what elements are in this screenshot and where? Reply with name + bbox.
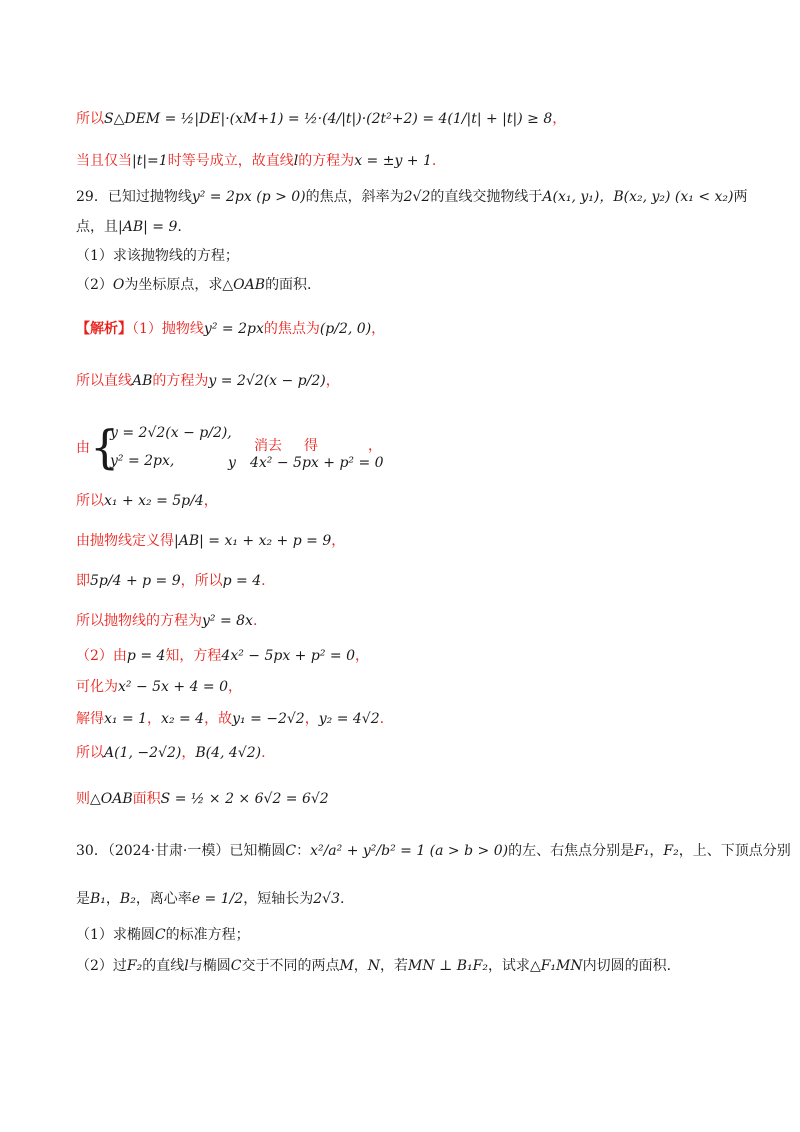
formula: F₂ xyxy=(663,843,679,859)
text: ， xyxy=(228,679,243,695)
formula: y² = 2px xyxy=(203,321,264,337)
solution-line-11 xyxy=(76,742,740,764)
formula: x₁ + x₂ = 5p/4 xyxy=(104,493,204,509)
text: 30．（2024·甘肃·一模）已知椭圆 xyxy=(76,843,286,859)
text: 的焦点为 xyxy=(263,321,320,337)
text: ， xyxy=(368,438,382,454)
formula: y² = 2px (p > 0) xyxy=(191,189,306,205)
text: ， xyxy=(181,745,196,761)
formula: AB xyxy=(132,373,153,389)
text: ， xyxy=(325,373,340,389)
text: ，上、下顶点分别 xyxy=(678,843,791,859)
solution-line-6 xyxy=(76,570,740,592)
formula: O xyxy=(112,277,125,293)
formula: F₂ xyxy=(126,958,143,974)
text: . xyxy=(340,891,345,907)
formula: S = ½ × 2 × 6√2 = 6√2 xyxy=(160,791,329,807)
solution-line-2 xyxy=(76,370,740,392)
formula: A(1, −2√2) xyxy=(104,745,182,761)
formula: B₂ xyxy=(119,891,136,907)
formula: |AB| = x₁ + x₂ + p = 9 xyxy=(174,533,332,549)
text: 的面积. xyxy=(265,277,312,293)
formula: l xyxy=(184,958,189,974)
q30-part-2 xyxy=(76,955,740,977)
text: 消去 xyxy=(254,438,282,454)
formula: N xyxy=(367,958,381,974)
formula: p = 4 xyxy=(222,573,262,589)
text: ，所以 xyxy=(180,573,223,589)
formula: 5p/4 + p = 9 xyxy=(90,573,181,589)
text: （2）由 xyxy=(76,648,127,664)
formula: y² = 8x xyxy=(202,613,253,629)
text: 知，方程 xyxy=(165,648,222,664)
formula: x²/a² + y²/b² = 1 (a > b > 0) xyxy=(310,843,509,859)
text: ， xyxy=(353,958,368,974)
formula: C xyxy=(230,958,242,974)
text: 得 xyxy=(304,438,318,454)
text: 是 xyxy=(76,891,90,907)
text: 时等号成立，故直线 xyxy=(167,153,294,169)
text: ， xyxy=(649,843,664,859)
text: 两 xyxy=(733,189,748,205)
formula: l xyxy=(293,153,299,169)
solution-line-7 xyxy=(76,610,740,632)
text: 可化为 xyxy=(76,679,118,695)
text: . xyxy=(379,711,385,727)
formula: y₂ = 4√2 xyxy=(318,711,380,727)
formula: B(4, 4√2) xyxy=(195,745,262,761)
solution-line-8 xyxy=(76,645,740,667)
solution-tag: 【解析】 xyxy=(76,321,132,337)
text: 则 xyxy=(76,791,90,807)
formula: y xyxy=(228,455,236,471)
text: ，故 xyxy=(204,711,233,727)
solution-line-1 xyxy=(76,318,740,340)
formula: 4x² − 5px + p² = 0 xyxy=(250,455,384,471)
text: 交于不同的两点 xyxy=(241,958,340,974)
solution-line-10 xyxy=(76,708,740,730)
text: 由 xyxy=(76,440,90,456)
formula: △OAB xyxy=(222,277,266,293)
q29-part-2 xyxy=(76,274,740,296)
text: ，若 xyxy=(380,958,409,974)
text: 解得 xyxy=(76,711,104,727)
text: ： xyxy=(296,843,311,859)
text: 的直线交抛物线于 xyxy=(430,189,543,205)
formula: e = 1/2 xyxy=(191,891,244,907)
text: ， xyxy=(304,711,319,727)
formula: C xyxy=(154,927,166,943)
formula: |t|=1 xyxy=(132,153,168,169)
formula: M xyxy=(339,958,354,974)
text: ， xyxy=(552,111,567,127)
text: 由抛物线定义得 xyxy=(76,533,174,549)
prev-solution-line-1 xyxy=(76,108,740,130)
text: ， xyxy=(105,891,120,907)
text: ，试求 xyxy=(487,958,530,974)
text: 当且仅当 xyxy=(76,153,132,169)
formula: x₂ = 4 xyxy=(161,711,205,727)
text: 的方程为 xyxy=(152,373,209,389)
text: 面积 xyxy=(132,791,161,807)
formula: |AB| = 9 xyxy=(118,219,178,235)
formula: p = 4 xyxy=(126,648,166,664)
text: 即 xyxy=(76,573,90,589)
solution-line-4 xyxy=(76,490,740,512)
solution-line-12 xyxy=(76,788,740,810)
text: （2）过 xyxy=(76,958,127,974)
formula: 2√3 xyxy=(313,891,341,907)
system-equation-1: y = 2√2(x − p/2), xyxy=(110,425,232,441)
formula: △OAB xyxy=(90,791,133,807)
text: 的焦点，斜率为 xyxy=(305,189,404,205)
text: （1）求椭圆 xyxy=(76,927,155,943)
text: ， xyxy=(331,533,346,549)
text: 的左、右焦点分别是 xyxy=(508,843,635,859)
solution-line-3 xyxy=(76,418,740,478)
text: . xyxy=(177,219,182,235)
text: 点，且 xyxy=(76,219,118,235)
prev-solution-line-2 xyxy=(76,150,740,172)
text: 所以 xyxy=(76,111,104,127)
formula: (p/2, 0) xyxy=(319,321,372,337)
formula: 2√2 xyxy=(403,189,431,205)
text: （1）求该抛物线的方程； xyxy=(76,248,239,264)
text: （1）抛物线 xyxy=(132,321,204,337)
text: 内切圆的面积. xyxy=(582,958,672,974)
text: ，离心率 xyxy=(135,891,192,907)
text: 与椭圆 xyxy=(188,958,231,974)
solution-line-9 xyxy=(76,676,740,698)
text: 所以 xyxy=(76,745,104,761)
formula: C xyxy=(285,843,297,859)
q30-stem-line-2 xyxy=(76,888,740,910)
text: . xyxy=(431,153,437,169)
text: 为坐标原点，求 xyxy=(124,277,223,293)
formula: y = 2√2(x − p/2) xyxy=(208,373,326,389)
q29-stem-line-2 xyxy=(76,216,740,238)
q29-part-1 xyxy=(76,245,740,267)
text: 所以抛物线的方程为 xyxy=(76,613,202,629)
text: . xyxy=(252,613,258,629)
system-equation-2: y² = 2px, xyxy=(110,453,175,469)
text: 29．已知过抛物线 xyxy=(76,189,192,205)
text: ， xyxy=(147,711,162,727)
formula: B₁ xyxy=(90,891,106,907)
text: 所以 xyxy=(76,493,104,509)
text: 的方程为 xyxy=(298,153,355,169)
text: . xyxy=(261,573,266,589)
text: ， xyxy=(371,321,386,337)
text: 所以直线 xyxy=(76,373,132,389)
text: （2） xyxy=(76,277,113,293)
formula: MN ⊥ B₁F₂ xyxy=(408,958,488,974)
system-brace: { xyxy=(90,420,120,474)
text: ， xyxy=(354,648,369,664)
formula: △F₁MN xyxy=(529,958,583,974)
text: ， xyxy=(203,493,218,509)
formula: x² − 5x + 4 = 0 xyxy=(118,679,229,695)
formula: S△DEM = ½|DE|·(xM+1) = ½·(4/|t|)·(2t²+2) = 4(1/|t| + |t|) ≥ 8 xyxy=(104,111,553,127)
formula: x₁ = 1 xyxy=(104,711,148,727)
q29-stem-line-1 xyxy=(76,186,748,208)
q30-stem-line-1 xyxy=(76,840,791,862)
formula: 4x² − 5px + p² = 0 xyxy=(221,648,355,664)
formula: F₁ xyxy=(634,843,650,859)
formula: y₁ = −2√2 xyxy=(232,711,305,727)
text: ，短轴长为 xyxy=(243,891,314,907)
text: 的直线 xyxy=(142,958,185,974)
text: 的标准方程； xyxy=(165,927,250,943)
text: . xyxy=(261,745,266,761)
solution-line-5 xyxy=(76,530,740,552)
formula: x = ±y + 1 xyxy=(354,153,432,169)
q30-part-1 xyxy=(76,924,740,946)
formula: A(x₁, y₁)，B(x₂, y₂) (x₁ < x₂) xyxy=(542,189,734,205)
